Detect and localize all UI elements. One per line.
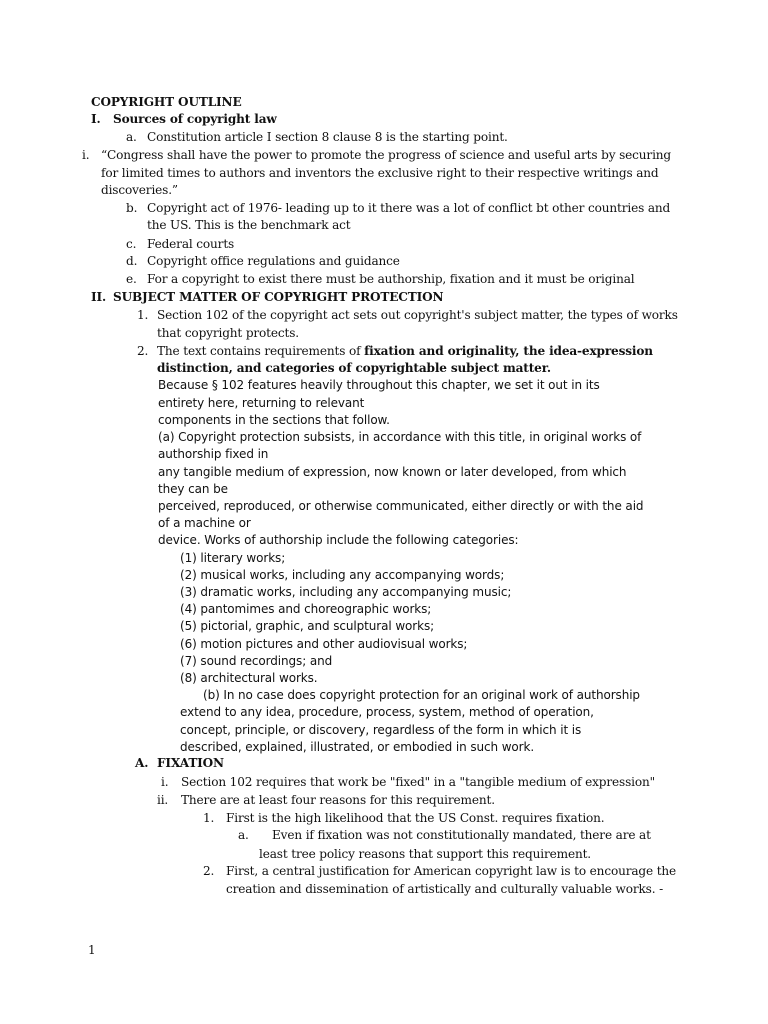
- quote-text: discoveries.”: [101, 183, 178, 197]
- list-marker: a.: [126, 130, 137, 144]
- list-marker: 2.: [137, 344, 149, 358]
- category-item: (3) dramatic works, including any accompanying music;: [180, 585, 512, 599]
- statute-quote-line: they can be: [158, 482, 228, 496]
- category-item: (7) sound recordings; and: [180, 654, 333, 668]
- statute-quote-line: entirety here, returning to relevant: [158, 396, 365, 410]
- list-item: [137, 343, 653, 360]
- list-item-text: Copyright office regulations and guidance: [147, 254, 400, 268]
- list-item-text: First is the high likelihood that the US Const. requires fixation.: [226, 811, 605, 825]
- list-marker: A.: [135, 756, 149, 770]
- list-item-text: The text contains requirements of: [157, 344, 365, 358]
- category-item: (6) motion pictures and other audiovisual works;: [180, 637, 468, 651]
- list-item: [126, 200, 670, 217]
- list-marker: 1.: [203, 811, 215, 825]
- category-item: (8) architectural works.: [180, 671, 318, 685]
- list-item: [203, 810, 605, 827]
- statute-quote-line: perceived, reproduced, or otherwise communicated, either directly or with the aid: [158, 499, 644, 513]
- list-marker: I.: [91, 112, 101, 126]
- statute-quote-line: (b) In no case does copyright protection for an original work of authorship: [203, 688, 640, 702]
- statute-quote-line: device. Works of authorship include the following categories:: [158, 533, 519, 547]
- list-item-text: Constitution article I section 8 clause 8 is the starting point.: [147, 130, 508, 144]
- statute-quote-line: (a) Copyright protection subsists, in accordance with this title, in original works of: [158, 430, 642, 444]
- list-item-text: Even if fixation was not constitutionally mandated, there are at: [272, 828, 651, 842]
- list-marker: 2.: [203, 864, 215, 878]
- list-marker: a.: [238, 828, 249, 842]
- heading-text: SUBJECT MATTER OF COPYRIGHT PROTECTION: [113, 290, 444, 304]
- list-item-text: least tree policy reasons that support this requirement.: [259, 847, 591, 861]
- list-item-text: First, a central justification for American copyright law is to encourage the: [226, 864, 677, 878]
- list-item-text: Federal courts: [147, 237, 235, 251]
- page-number: 1: [88, 943, 96, 957]
- statute-quote-line: components in the sections that follow.: [158, 413, 390, 427]
- section-heading-sources: [91, 111, 277, 128]
- quote-text: for limited times to authors and inventors the exclusive right to their respective writings and: [101, 166, 659, 180]
- list-item: [137, 307, 678, 324]
- list-marker: i.: [82, 148, 90, 162]
- section-heading-subject-matter: [91, 289, 443, 306]
- list-item: [82, 147, 671, 164]
- emphasis-text: fixation and originality, the idea-expression: [364, 344, 653, 358]
- list-item-text: Section 102 of the copyright act sets out copyright's subject matter, the types of works: [157, 308, 678, 322]
- list-item: [203, 863, 676, 880]
- list-item-text: the US. This is the benchmark act: [147, 218, 351, 232]
- category-item: (2) musical works, including any accompanying words;: [180, 568, 505, 582]
- list-item: [126, 236, 234, 253]
- list-item: [126, 271, 635, 288]
- statute-quote-line: Because § 102 features heavily throughout this chapter, we set it out in its: [158, 378, 600, 392]
- list-item: [157, 792, 495, 809]
- statute-quote-line: concept, principle, or discovery, regardless of the form in which it is: [180, 723, 582, 737]
- list-item-text: creation and dissemination of artistically and culturally valuable works. -: [226, 882, 664, 896]
- list-marker: e.: [126, 272, 137, 286]
- list-item: [126, 253, 400, 270]
- list-item-text: Section 102 requires that work be "fixed" in a "tangible medium of expression": [181, 775, 656, 789]
- list-marker: II.: [91, 290, 107, 304]
- list-item-text: that copyright protects.: [157, 326, 299, 340]
- list-item-text: There are at least four reasons for this requirement.: [181, 793, 495, 807]
- list-marker: b.: [126, 201, 138, 215]
- heading-text: Sources of copyright law: [113, 112, 277, 126]
- quote-text: “Congress shall have the power to promote the progress of science and useful arts by securing: [101, 148, 672, 162]
- statute-quote-line: any tangible medium of expression, now known or later developed, from which: [158, 465, 627, 479]
- list-item-text: For a copyright to exist there must be authorship, fixation and it must be original: [147, 272, 635, 286]
- list-item: [238, 827, 651, 844]
- list-marker: c.: [126, 237, 137, 251]
- list-marker: ii.: [157, 793, 169, 807]
- category-item: (4) pantomimes and choreographic works;: [180, 602, 432, 616]
- emphasis-text: distinction, and categories of copyrightable subject matter.: [157, 361, 551, 375]
- statute-quote-line: authorship fixed in: [158, 447, 269, 461]
- subsection-heading-fixation: [135, 755, 224, 772]
- list-marker: 1.: [137, 308, 149, 322]
- list-item: [126, 129, 508, 146]
- list-item: [161, 774, 655, 791]
- heading-text: FIXATION: [157, 756, 224, 770]
- statute-quote-line: extend to any idea, procedure, process, system, method of operation,: [180, 705, 594, 719]
- document-title: COPYRIGHT OUTLINE: [91, 95, 242, 109]
- list-item-text: Copyright act of 1976- leading up to it there was a lot of conflict bt other countries and: [147, 201, 671, 215]
- statute-quote-line: described, explained, illustrated, or embodied in such work.: [180, 740, 535, 754]
- list-marker: d.: [126, 254, 138, 268]
- list-marker: i.: [161, 775, 169, 789]
- statute-quote-line: of a machine or: [158, 516, 251, 530]
- category-item: (1) literary works;: [180, 551, 286, 565]
- category-item: (5) pictorial, graphic, and sculptural works;: [180, 619, 435, 633]
